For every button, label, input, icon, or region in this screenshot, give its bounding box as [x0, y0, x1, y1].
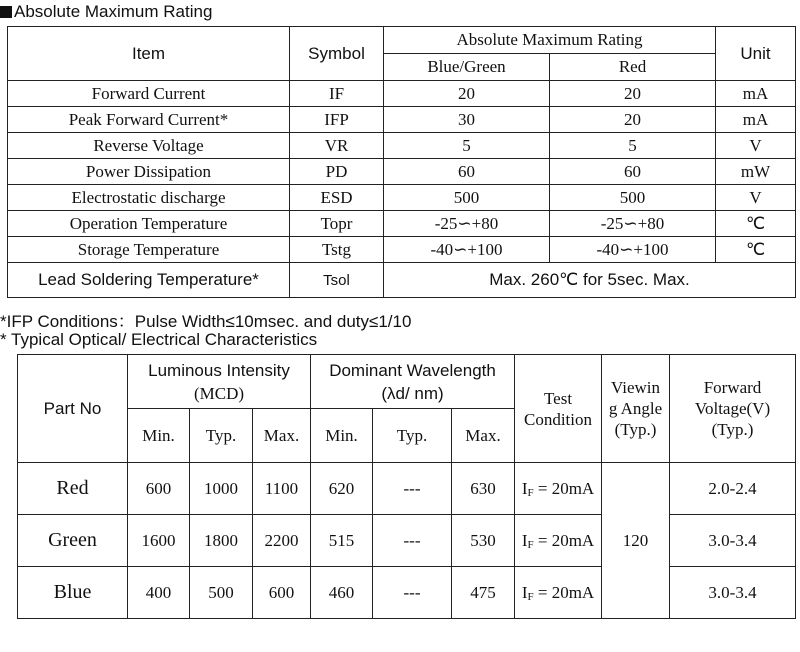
- header-symbol: Symbol: [290, 27, 384, 81]
- cell-unit: ℃: [716, 237, 796, 263]
- cell-blue-green: 500: [384, 185, 550, 211]
- header-lum-typ: Typ.: [190, 409, 253, 463]
- table-row: [8, 159, 796, 185]
- header-test-condition: Test Condition: [515, 355, 602, 463]
- cell-blue-green: -40∽+100: [384, 237, 550, 263]
- table-row: [18, 463, 796, 515]
- header-lum-min: Min.: [128, 409, 190, 463]
- absolute-maximum-rating-table: [7, 26, 796, 298]
- cell-test-condition: IF = 20mA: [515, 567, 602, 619]
- cell-dom-max: 630: [452, 463, 515, 515]
- cell-symbol: Tsol: [290, 263, 384, 298]
- header-dom-min: Min.: [311, 409, 373, 463]
- header-dominant-wavelength: Dominant Wavelength (λd/ nm): [311, 355, 515, 409]
- cell-dom-min: 515: [311, 515, 373, 567]
- cell-lum-typ: 1000: [190, 463, 253, 515]
- cell-blue-green: 30: [384, 107, 550, 133]
- cell-test-condition: IF = 20mA: [515, 515, 602, 567]
- cell-forward-voltage: 2.0-2.4: [670, 463, 796, 515]
- cell-part: Blue: [18, 567, 128, 619]
- cell-item: Electrostatic discharge: [8, 185, 290, 211]
- cell-red: -25∽+80: [550, 211, 716, 237]
- cell-unit: V: [716, 133, 796, 159]
- cell-symbol: Topr: [290, 211, 384, 237]
- header-item: Item: [8, 27, 290, 81]
- table-row: [18, 567, 796, 619]
- header-dom-max: Max.: [452, 409, 515, 463]
- cell-forward-voltage: 3.0-3.4: [670, 515, 796, 567]
- cell-red: 20: [550, 107, 716, 133]
- cell-dom-max: 475: [452, 567, 515, 619]
- cell-red: 500: [550, 185, 716, 211]
- cell-unit: mW: [716, 159, 796, 185]
- cell-dom-typ: ---: [373, 463, 452, 515]
- cell-part: Green: [18, 515, 128, 567]
- header-absolute-maximum-rating: Absolute Maximum Rating: [384, 27, 716, 54]
- section-title-optical-characteristics: * Typical Optical/ Electrical Characteristics: [0, 330, 318, 349]
- cell-soldering-value: Max. 260℃ for 5sec. Max.: [384, 263, 796, 298]
- cell-dom-typ: ---: [373, 515, 452, 567]
- cell-lum-typ: 500: [190, 567, 253, 619]
- cell-red: 5: [550, 133, 716, 159]
- section-title-absolute-maximum-rating: Absolute Maximum Rating: [0, 2, 212, 22]
- cell-item: Forward Current: [8, 81, 290, 107]
- cell-item: Power Dissipation: [8, 159, 290, 185]
- cell-unit: mA: [716, 81, 796, 107]
- cell-blue-green: 20: [384, 81, 550, 107]
- cell-blue-green: 60: [384, 159, 550, 185]
- header-luminous-intensity: Luminous Intensity (MCD): [128, 355, 311, 409]
- header-lum-max: Max.: [253, 409, 311, 463]
- table-row: [8, 185, 796, 211]
- cell-blue-green: 5: [384, 133, 550, 159]
- table-row: [8, 81, 796, 107]
- cell-dom-typ: ---: [373, 567, 452, 619]
- cell-lum-min: 600: [128, 463, 190, 515]
- cell-item: Peak Forward Current*: [8, 107, 290, 133]
- cell-symbol: Tstg: [290, 237, 384, 263]
- cell-lum-max: 2200: [253, 515, 311, 567]
- optical-characteristics-table: [17, 354, 796, 619]
- cell-unit: mA: [716, 107, 796, 133]
- table-header-row: [18, 355, 796, 409]
- header-part-no: Part No: [18, 355, 128, 463]
- cell-forward-voltage: 3.0-3.4: [670, 567, 796, 619]
- cell-red: 60: [550, 159, 716, 185]
- square-bullet-icon: [0, 6, 12, 18]
- cell-item: Reverse Voltage: [8, 133, 290, 159]
- cell-test-condition: IF = 20mA: [515, 463, 602, 515]
- cell-symbol: IFP: [290, 107, 384, 133]
- table-row-soldering: [8, 263, 796, 298]
- table-row: [8, 133, 796, 159]
- header-red: Red: [550, 54, 716, 81]
- cell-part: Red: [18, 463, 128, 515]
- header-dom-typ: Typ.: [373, 409, 452, 463]
- ifp-conditions-note: *IFP Conditions：Pulse Width≤10msec. and duty≤1/10: [0, 312, 412, 331]
- table-row: [8, 211, 796, 237]
- cell-dom-min: 620: [311, 463, 373, 515]
- cell-symbol: ESD: [290, 185, 384, 211]
- cell-item: Storage Temperature: [8, 237, 290, 263]
- cell-lum-typ: 1800: [190, 515, 253, 567]
- table-row: [8, 237, 796, 263]
- header-unit: Unit: [716, 27, 796, 81]
- cell-item: Lead Soldering Temperature*: [8, 263, 290, 298]
- cell-unit: V: [716, 185, 796, 211]
- cell-red: 20: [550, 81, 716, 107]
- cell-symbol: IF: [290, 81, 384, 107]
- cell-lum-max: 600: [253, 567, 311, 619]
- cell-lum-max: 1100: [253, 463, 311, 515]
- cell-symbol: VR: [290, 133, 384, 159]
- header-viewing-angle: Viewin g Angle (Typ.): [602, 355, 670, 463]
- cell-lum-min: 400: [128, 567, 190, 619]
- table-row: [8, 107, 796, 133]
- table-row: [18, 515, 796, 567]
- cell-item: Operation Temperature: [8, 211, 290, 237]
- cell-dom-max: 530: [452, 515, 515, 567]
- cell-blue-green: -25∽+80: [384, 211, 550, 237]
- cell-unit: ℃: [716, 211, 796, 237]
- cell-red: -40∽+100: [550, 237, 716, 263]
- cell-lum-min: 1600: [128, 515, 190, 567]
- cell-dom-min: 460: [311, 567, 373, 619]
- header-blue-green: Blue/Green: [384, 54, 550, 81]
- header-forward-voltage: Forward Voltage(V) (Typ.): [670, 355, 796, 463]
- cell-symbol: PD: [290, 159, 384, 185]
- table-header-row: [8, 27, 796, 54]
- cell-viewing-angle: 120: [602, 463, 670, 619]
